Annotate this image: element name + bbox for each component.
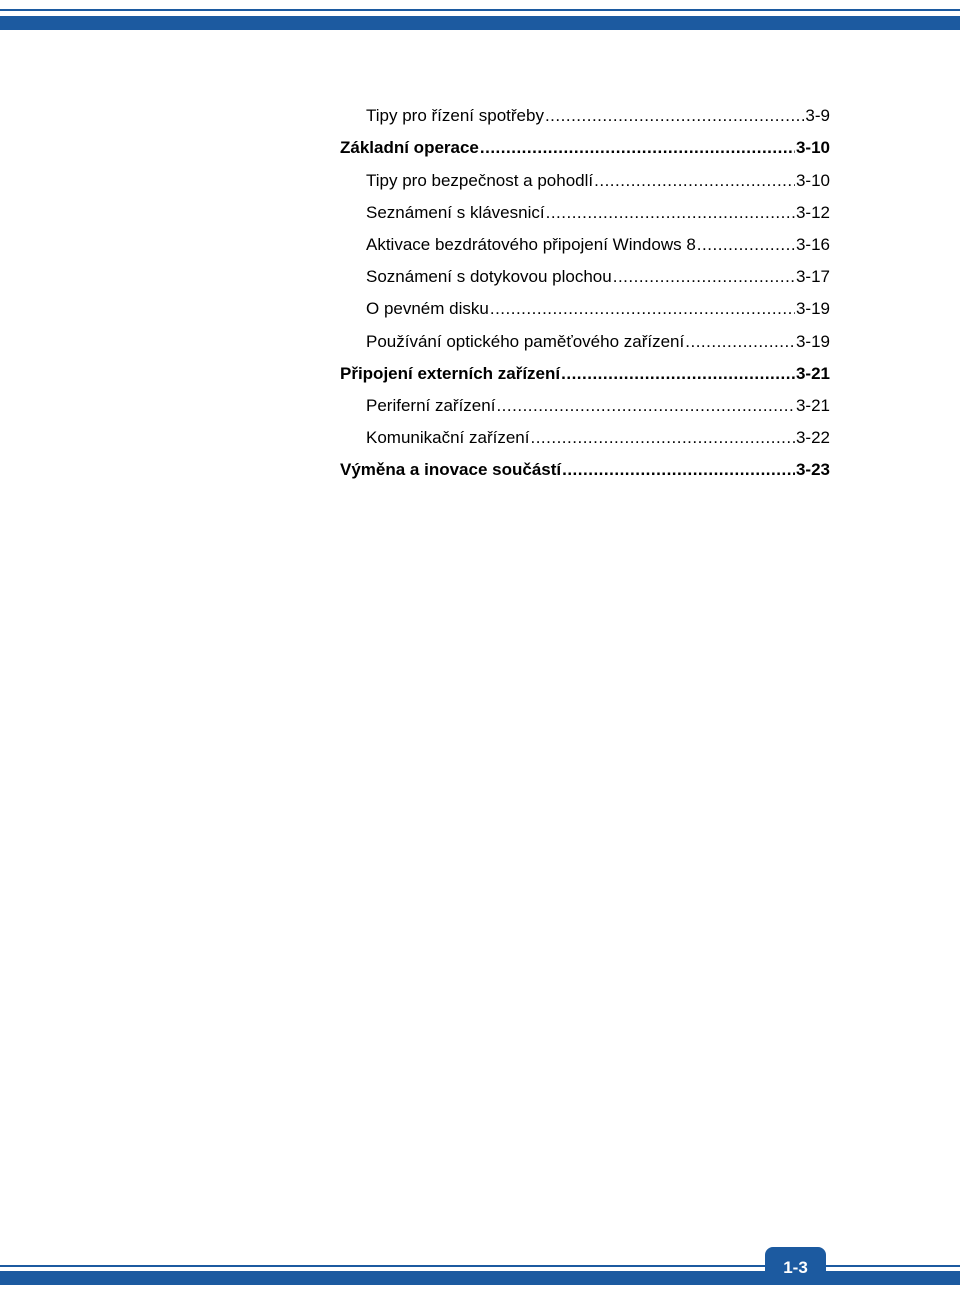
toc-leader-dots bbox=[546, 203, 795, 223]
toc-entry-page: 3-10 bbox=[795, 138, 830, 158]
toc-entry-title: Tipy pro bezpečnost a pohodlí bbox=[366, 170, 594, 190]
toc-leader-dots bbox=[480, 138, 795, 158]
toc-entry-title: Seznámení s klávesnicí bbox=[366, 202, 545, 222]
toc-entry-title: Soznámení s dotykovou plochou bbox=[366, 267, 612, 287]
toc-entry[interactable] bbox=[340, 384, 830, 416]
header-rule-thin bbox=[0, 9, 960, 11]
toc-entry-page: 3-12 bbox=[795, 202, 830, 222]
toc-leader-dots bbox=[545, 106, 804, 126]
toc-entry[interactable] bbox=[340, 126, 830, 158]
toc-leader-dots bbox=[490, 299, 795, 319]
page-number: 1-3 bbox=[783, 1258, 808, 1277]
toc-entry-page: 3-16 bbox=[795, 234, 830, 254]
toc-entry[interactable] bbox=[340, 223, 830, 255]
toc-leader-dots bbox=[613, 267, 795, 287]
toc-entry-title: O pevném disku bbox=[366, 299, 489, 319]
toc-entry-title: Výměna a inovace součástí bbox=[340, 460, 562, 480]
toc-leader-dots bbox=[496, 396, 795, 416]
toc-entry-title: Tipy pro řízení spotřeby bbox=[366, 106, 544, 126]
toc-entry[interactable] bbox=[340, 255, 830, 287]
table-of-contents bbox=[340, 94, 830, 480]
toc-entry-page: 3-21 bbox=[795, 363, 830, 383]
toc-entry-page: 3-19 bbox=[795, 331, 830, 351]
toc-entry-page: 3-17 bbox=[795, 267, 830, 287]
toc-leader-dots bbox=[530, 428, 795, 448]
toc-entry[interactable] bbox=[340, 287, 830, 319]
header-bar bbox=[0, 16, 960, 30]
toc-entry-page: 3-19 bbox=[795, 299, 830, 319]
toc-entry-title: Komunikační zařízení bbox=[366, 428, 530, 448]
toc-leader-dots bbox=[594, 171, 795, 191]
toc-entry-title: Používání optického paměťového zařízení bbox=[366, 331, 685, 351]
toc-entry-page: 3-23 bbox=[795, 460, 830, 480]
toc-entry[interactable] bbox=[340, 158, 830, 190]
toc-leader-dots bbox=[685, 332, 795, 352]
toc-entry[interactable] bbox=[340, 416, 830, 448]
toc-entry[interactable] bbox=[340, 352, 830, 384]
toc-entry-page: 3-10 bbox=[795, 170, 830, 190]
toc-leader-dots bbox=[561, 364, 795, 384]
toc-entry-title: Základní operace bbox=[340, 138, 479, 158]
toc-entry[interactable] bbox=[340, 448, 830, 480]
toc-entry-title: Připojení externích zařízení bbox=[340, 363, 561, 383]
toc-entry-title: Periferní zařízení bbox=[366, 395, 496, 415]
toc-entry-page: 3-9 bbox=[805, 106, 830, 126]
toc-entry[interactable] bbox=[340, 319, 830, 351]
toc-entry-page: 3-22 bbox=[795, 428, 830, 448]
toc-entry-page: 3-21 bbox=[795, 395, 830, 415]
toc-leader-dots bbox=[562, 460, 795, 480]
toc-leader-dots bbox=[697, 235, 795, 255]
page-number-tab bbox=[765, 1247, 826, 1285]
toc-entry[interactable] bbox=[340, 191, 830, 223]
toc-entry[interactable] bbox=[340, 94, 830, 126]
toc-entry-title: Aktivace bezdrátového připojení Windows 8 bbox=[366, 234, 696, 254]
